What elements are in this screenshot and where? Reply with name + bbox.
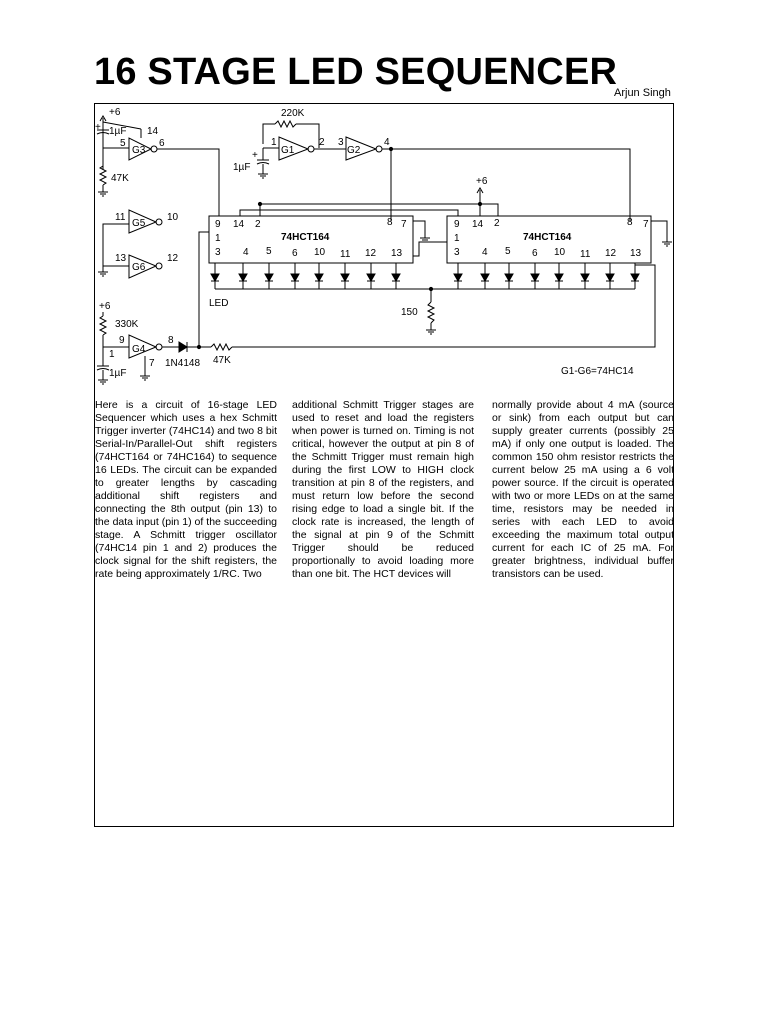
schematic-label: 2 — [494, 218, 500, 229]
schematic-label: 1 — [215, 233, 221, 244]
schematic-label: 14 — [147, 126, 159, 137]
article-column-3: normally provide about 4 mA (source or sink) from each output but can supply greater currents (possibly 25 mA) if only one output is loaded. The common 150 ohm resistor restricts the current below 25 mA using a 6 volt power source. If the circuit is operated with two or more LEDs on at the same time, resistors may be needed in series with each LED to avoid exceeding the maximum total output current for each IC of 25 mA. For greater brightness, individual buffer transistors can be used. — [492, 399, 674, 580]
schematic-label: 7 — [643, 219, 649, 230]
schematic-label: 8 — [168, 335, 174, 346]
schematic-label: 4 — [482, 247, 488, 258]
res-220k: 220K — [281, 108, 305, 119]
schematic-label: 3 — [215, 247, 221, 258]
circuit-schematic — [95, 104, 673, 396]
schematic-label: 14 — [472, 219, 484, 230]
supply-label-g4: +6 — [99, 301, 111, 312]
schematic-label: 1 — [109, 349, 115, 360]
schematic-label: 7 — [401, 219, 407, 230]
schematic-label: 5 — [120, 138, 126, 149]
schematic-label: 2 — [255, 219, 261, 230]
cap-1uf-g1: 1µF — [233, 162, 251, 173]
schematic-label: 8 — [627, 217, 633, 228]
article-frame — [94, 103, 674, 827]
supply-label-g3: +6 — [109, 107, 121, 118]
chip-b-label: 74HCT164 — [523, 232, 572, 243]
schematic-label: G2 — [347, 145, 361, 156]
schematic-label: G1 — [281, 145, 295, 156]
schematic-label: 4 — [243, 247, 249, 258]
schematic-label: 12 — [605, 248, 617, 259]
res-150: 150 — [401, 307, 418, 318]
led-array — [211, 263, 639, 289]
schematic-label: 1 — [271, 137, 277, 148]
schematic-label: 11 — [340, 249, 351, 260]
schematic-label: 6 — [532, 248, 538, 259]
schematic-label: 7 — [149, 358, 155, 369]
cap-1uf-g3: 1µF — [109, 126, 127, 137]
schematic-label: G4 — [132, 344, 146, 355]
led-label: LED — [209, 298, 229, 309]
schematic-label: G5 — [132, 218, 146, 229]
schematic-label: 3 — [454, 247, 460, 258]
schematic-label: 11 — [115, 212, 126, 223]
schematic-label: G6 — [132, 262, 146, 273]
schematic-label: 10 — [314, 247, 326, 258]
schematic-label: 4 — [384, 137, 390, 148]
schematic-label: 9 — [215, 219, 221, 230]
schematic-label: 10 — [167, 212, 179, 223]
schematic-label: G3 — [132, 145, 146, 156]
schematic-label: 9 — [119, 335, 125, 346]
chip-a-label: 74HCT164 — [281, 232, 330, 243]
schematic-label: 12 — [167, 253, 179, 264]
schematic-label: + — [95, 122, 101, 133]
schematic-label: + — [252, 150, 258, 161]
schematic-label: 13 — [630, 248, 642, 259]
article-column-2: additional Schmitt Trigger stages are used to reset and load the registers when power is turned on. Timing is not critical, however the output at pin 8 of the Schmitt Trigger must remain high during the first LOW to HIGH clock transition at pin 8 of the registers, and must return low before the second rising edge to load a single bit. If the clock rate is increased, the length of the signal at pin 9 of the Schmitt Trigger should be reduced proportionally to avoid loading more than one bit. The HCT devices will — [292, 399, 474, 580]
diode-label: 1N4148 — [165, 358, 201, 369]
schematic-label: 5 — [505, 246, 511, 257]
article-column-1: Here is a circuit of 16-stage LED Sequencer which uses a hex Schmitt Trigger inverter (74HC14) and two 8 bit Serial-In/Parallel-Out shift registers (74HCT164 or 74HC164) to sequence 16 LEDs. The circuit can be expanded to greater lengths by cascading additional shift registers and connecting the 8th output (pin 13) to the data input (pin 1) of the succeeding stage. A Schmitt trigger oscillator (74HC14 pin 1 and 2) produces the clock signal for the shift registers, the rate being approximately 1/RC. Two — [95, 399, 277, 580]
schematic-label: 10 — [554, 247, 566, 258]
schematic-label: 11 — [580, 249, 591, 260]
supply-label-chips: +6 — [476, 176, 488, 187]
schematic-label: 9 — [454, 219, 460, 230]
schematic-label: 13 — [391, 248, 403, 259]
page-title: 16 STAGE LED SEQUENCER — [94, 51, 618, 93]
schematic-label: 8 — [387, 217, 393, 228]
schematic-label: 6 — [292, 248, 298, 259]
schematic-label: 3 — [338, 137, 344, 148]
schematic-label: 5 — [266, 246, 272, 257]
schematic-label: 12 — [365, 248, 377, 259]
res-47k-clk: 47K — [213, 355, 231, 366]
res-330k: 330K — [115, 319, 139, 330]
schematic-label: 6 — [159, 138, 165, 149]
res-47k-g3: 47K — [111, 173, 129, 184]
author-name: Arjun Singh — [614, 87, 671, 99]
schematic-label: 13 — [115, 253, 127, 264]
gate-note: G1-G6=74HC14 — [561, 366, 634, 377]
cap-1uf-g4: 1µF — [109, 368, 127, 379]
schematic-label: 14 — [233, 219, 245, 230]
schematic-label: 2 — [319, 137, 325, 148]
schematic-label: 1 — [454, 233, 460, 244]
